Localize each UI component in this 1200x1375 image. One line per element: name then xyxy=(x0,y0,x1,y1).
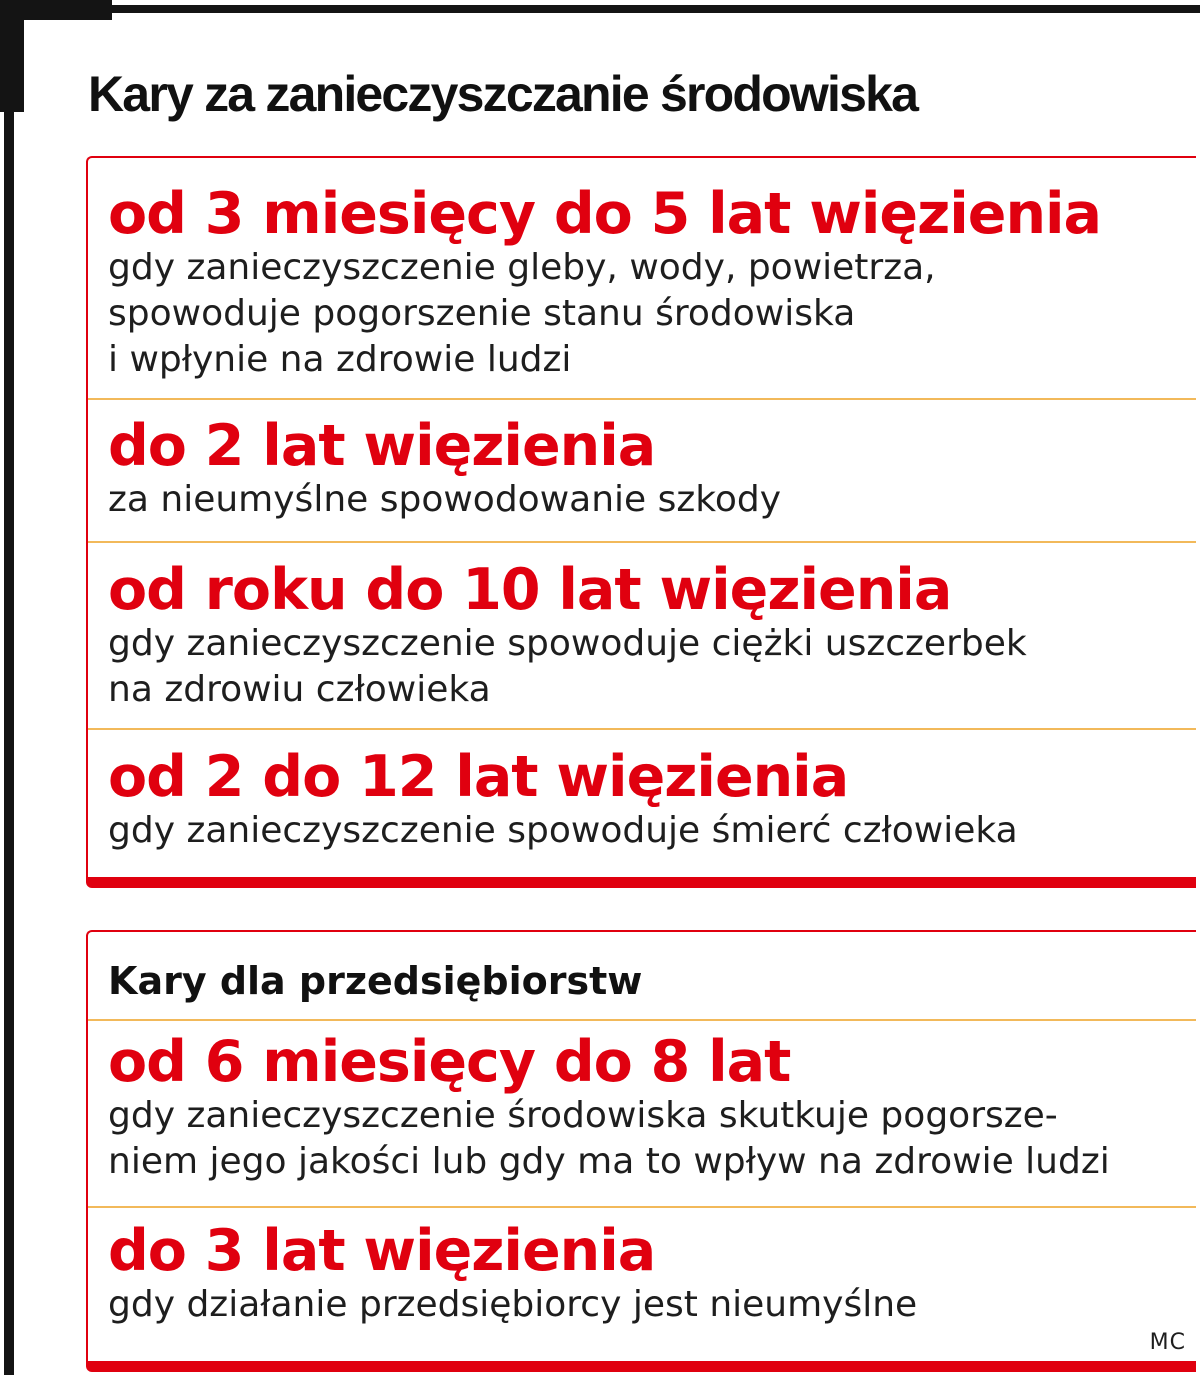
penalty-item xyxy=(88,158,1196,400)
penalty-label: od 3 miesięcy do 5 lat więzienia xyxy=(108,181,1102,247)
penalty-label: do 3 lat więzienia xyxy=(108,1218,656,1284)
penalty-description: gdy zanieczyszczenie spowoduje ciężki uszczerbek na zdrowiu człowieka xyxy=(108,623,1027,710)
frame-left-tab xyxy=(0,0,24,112)
penalty-item xyxy=(88,543,1196,730)
penalty-description: gdy zanieczyszczenie środowiska skutkuje pogorsze- niem jego jakości lub gdy ma to wpływ na zdrowie ludzi xyxy=(108,1095,1110,1182)
frame-top-rule xyxy=(110,5,1200,13)
page-title: Kary za zanieczyszczanie środowiska xyxy=(88,66,918,122)
penalty-label: do 2 lat więzienia xyxy=(108,413,656,479)
penalties-box xyxy=(86,156,1196,888)
penalty-label: od 2 do 12 lat więzienia xyxy=(108,744,849,810)
penalty-description: gdy zanieczyszczenie gleby, wody, powietrza, spowoduje pogorszenie stanu środowiska i wpłynie na zdrowie ludzi xyxy=(108,247,936,380)
business-heading: Kary dla przedsiębiorstw xyxy=(108,959,643,1003)
penalty-label: od roku do 10 lat więzienia xyxy=(108,557,952,623)
penalty-item xyxy=(88,730,1196,877)
business-penalty-item xyxy=(88,1208,1196,1361)
penalty-description: gdy zanieczyszczenie spowoduje śmierć człowieka xyxy=(108,810,1018,851)
penalty-item xyxy=(88,400,1196,543)
penalty-label: od 6 miesięcy do 8 lat xyxy=(108,1029,791,1095)
business-penalties-box xyxy=(86,930,1196,1372)
frame-left-rule xyxy=(4,100,14,1375)
penalty-description: za nieumyślne spowodowanie szkody xyxy=(108,479,782,520)
business-penalty-item xyxy=(88,1021,1196,1208)
business-heading-row xyxy=(88,932,1196,1021)
author-credit: MC xyxy=(1149,1330,1186,1355)
penalty-description: gdy działanie przedsiębiorcy jest nieumyślne xyxy=(108,1284,918,1325)
